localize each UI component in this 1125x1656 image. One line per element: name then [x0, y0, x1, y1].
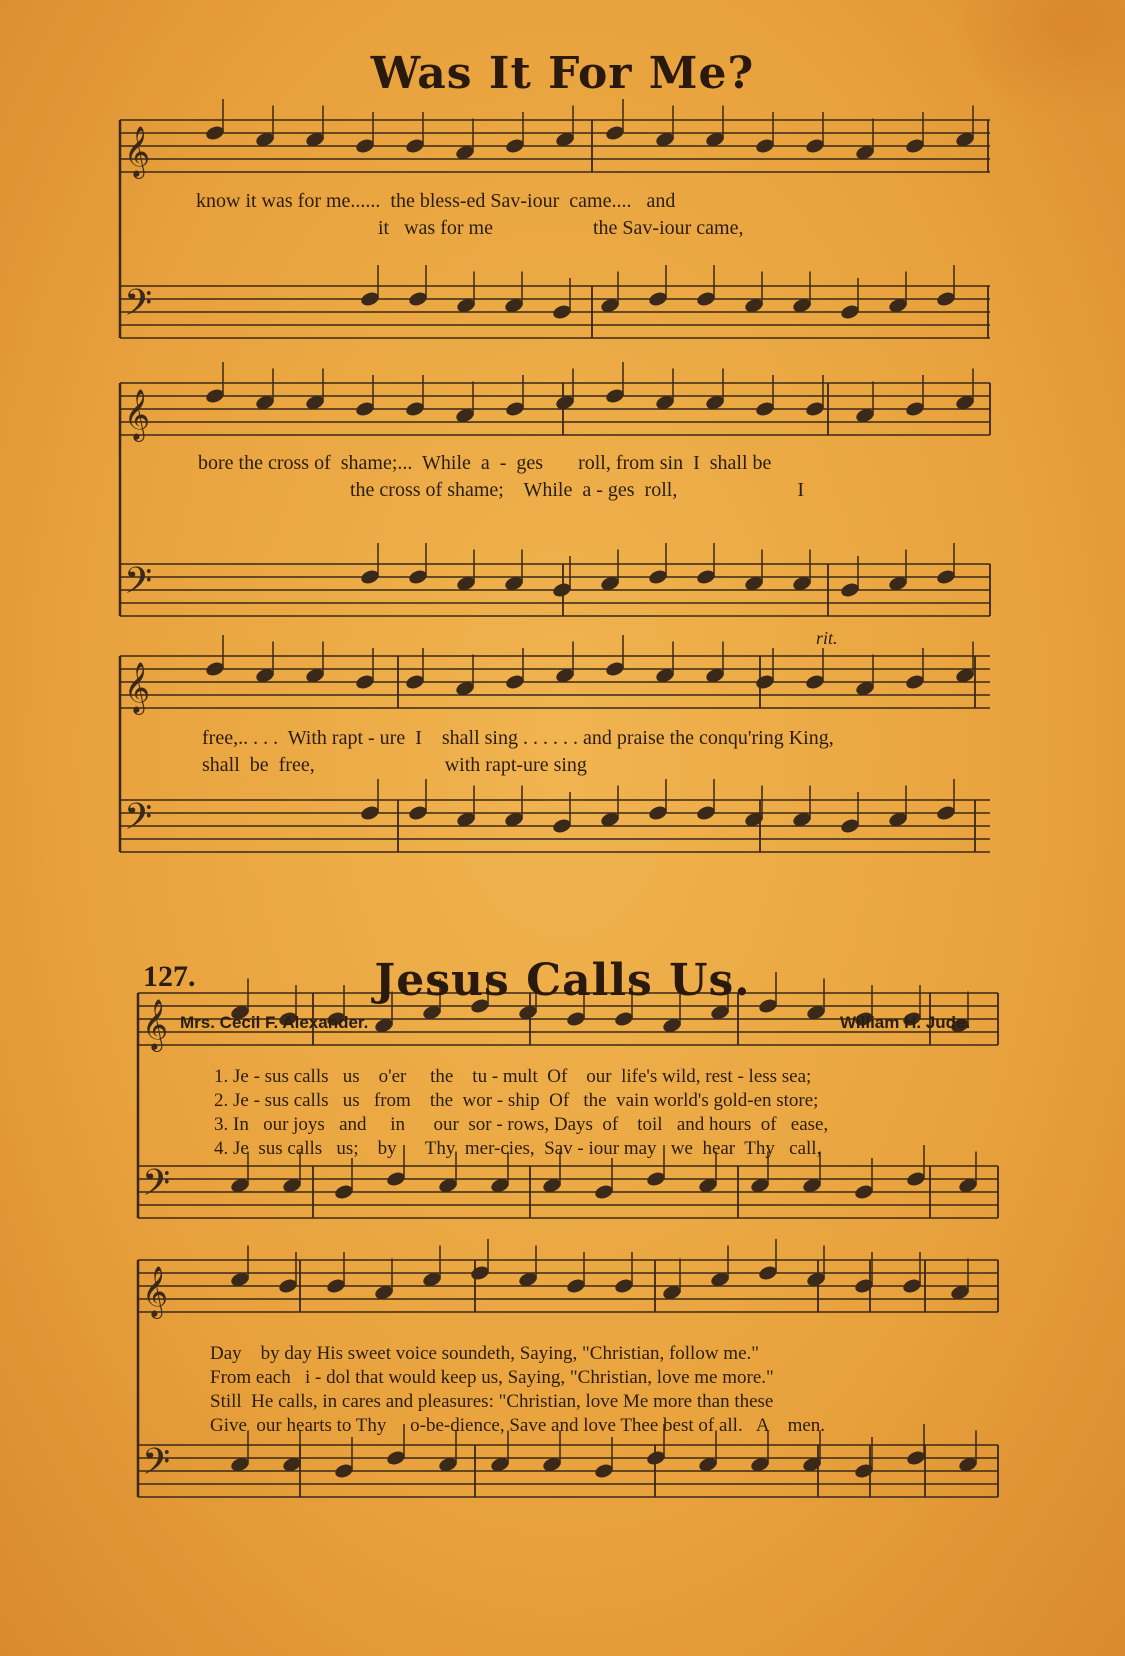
clef-icon: 𝄞 — [124, 662, 151, 713]
verse-line: 2. Je - sus calls us from the wor - ship Of the vain world's gold-en store; — [214, 1090, 819, 1111]
author-credit: Mrs. Cecil F. Alexander. — [180, 1013, 369, 1032]
clef-icon: 𝄞 — [124, 389, 151, 440]
verse-line: 4. Je sus calls us; by Thy mer-cies, Sav - iour may we hear Thy call, — [214, 1138, 822, 1159]
lyric-line: shall be free, with rapt-ure sing — [202, 754, 587, 776]
ritardando-marking: rit. — [816, 628, 838, 648]
clef-icon: 𝄢 — [124, 282, 153, 333]
clef-icon: 𝄢 — [142, 1162, 171, 1213]
verse-line: From each i - dol that would keep us, Saying, "Christian, love me more." — [210, 1367, 774, 1388]
clef-icon: 𝄢 — [124, 560, 153, 611]
lyric-line: the cross of shame; While a - ges roll, I — [350, 479, 804, 501]
verse-line: Day by day His sweet voice soundeth, Saying, "Christian, follow me." — [210, 1343, 760, 1364]
song-title: Was It For Me? — [370, 48, 755, 99]
verse-line: Give our hearts to Thy o-be-dience, Save and love Thee best of all. A men. — [210, 1415, 826, 1436]
clef-icon: 𝄞 — [124, 126, 151, 177]
lyric-line: bore the cross of shame;... While a - ges roll, from sin I shall be — [198, 452, 772, 474]
lyric-line: free,.. . . . With rapt - ure I shall sing . . . . . . and praise the conqu'ring King, — [202, 727, 834, 749]
lyric-line: it was for me the Sav-iour came, — [378, 217, 744, 239]
song-title: Jesus Calls Us. — [374, 955, 751, 1006]
lyric-line: know it was for me...... the bless-ed Sav-iour came.... and — [196, 190, 676, 212]
hymn-number: 127. — [143, 960, 196, 993]
clef-icon: 𝄢 — [124, 796, 153, 847]
verse-line: Still He calls, in cares and pleasures: "Christian, love Me more than these — [210, 1391, 774, 1412]
verse-line: 3. In our joys and in our sor - rows, Days of toil and hours of ease, — [214, 1114, 829, 1135]
clef-icon: 𝄢 — [142, 1441, 171, 1492]
verse-line: 1. Je - sus calls us o'er the tu - mult Of our life's wild, rest - less sea; — [214, 1066, 812, 1087]
clef-icon: 𝄞 — [142, 1266, 169, 1317]
clef-icon: 𝄞 — [142, 999, 169, 1050]
composer-credit: William H. Jude. — [840, 1013, 971, 1032]
